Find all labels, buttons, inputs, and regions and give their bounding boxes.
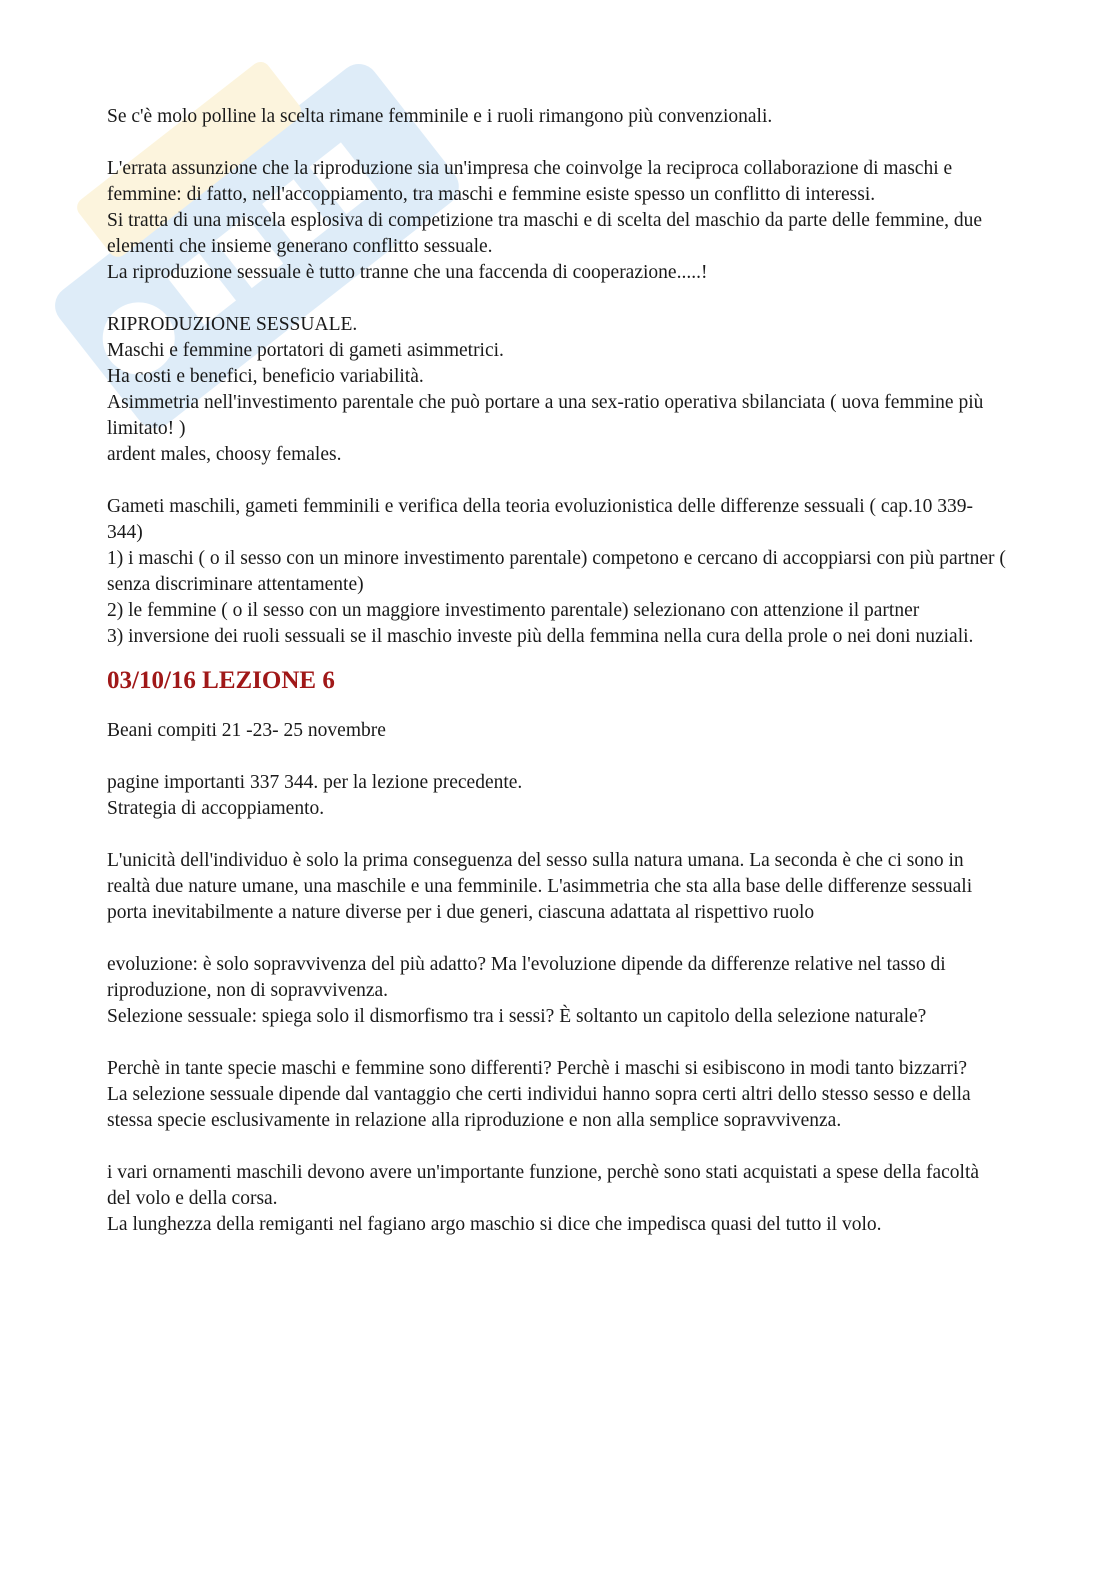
paragraph [107, 848, 1007, 926]
text-line: i vari ornamenti maschili devono avere un'importante funzione, perchè sono stati acquistati a spese della facoltà del volo e della corsa. [107, 1162, 980, 1209]
text-line: La riproduzione sessuale è tutto tranne che una faccenda di cooperazione.....! [107, 262, 708, 283]
text-line: L'unicità dell'individuo è solo la prima conseguenza del sesso sulla natura umana. La seconda è che ci sono in realtà due nature umane, una maschile e una femminile. L'asimmetria che sta alla base delle differenze sessuali porta inevitabilmente a nature diverse per i due generi, ciascuna adattata al rispettivo ruolo [107, 850, 973, 923]
paragraph [107, 718, 1007, 744]
text-line: Selezione sessuale: spiega solo il dismorfismo tra i sessi? È soltanto un capitolo della selezione naturale? [107, 1006, 927, 1027]
section-after-heading [107, 718, 1007, 1238]
text-line: Asimmetria nell'investimento parentale che può portare a una sex-ratio operativa sbilanciata ( uova femmine più limitato! ) [107, 392, 984, 439]
lesson-heading: 03/10/16 LEZIONE 6 [107, 667, 335, 694]
text-line: Gameti maschili, gameti femminili e verifica della teoria evoluzionistica delle differenze sessuali ( cap.10 339-344) [107, 496, 973, 543]
text-line: L'errata assunzione che la riproduzione sia un'impresa che coinvolge la reciproca collaborazione di maschi e femmine: di fatto, nell'accoppiamento, tra maschi e femmine esiste spesso un conflitto di interessi. [107, 158, 953, 205]
text-line: pagine importanti 337 344. per la lezione precedente. [107, 772, 523, 793]
paragraph [107, 494, 1007, 650]
text-line: 3) inversione dei ruoli sessuali se il maschio investe più della femmina nella cura della prole o nei doni nuziali. [107, 626, 974, 647]
text-line: Beani compiti 21 -23- 25 novembre [107, 720, 386, 741]
paragraph [107, 104, 1007, 130]
text-line: Si tratta di una miscela esplosiva di competizione tra maschi e di scelta del maschio da parte delle femmine, due elementi che insieme generano conflitto sessuale. [107, 210, 983, 257]
paragraph [107, 156, 1007, 286]
text-line: ardent males, choosy females. [107, 444, 342, 465]
paragraph [107, 312, 1007, 468]
text-line: Ha costi e benefici, beneficio variabilità. [107, 366, 424, 387]
text-line: La lunghezza della remiganti nel fagiano argo maschio si dice che impedisca quasi del tutto il volo. [107, 1214, 882, 1235]
text-line: 2) le femmine ( o il sesso con un maggiore investimento parentale) selezionano con attenzione il partner [107, 600, 920, 621]
text-line: RIPRODUZIONE SESSUALE. [107, 314, 358, 335]
document-page [107, 104, 1007, 1238]
text-line: Se c'è molo polline la scelta rimane femminile e i ruoli rimangono più convenzionali. [107, 106, 773, 127]
text-line: Maschi e femmine portatori di gameti asimmetrici. [107, 340, 504, 361]
text-line: evoluzione: è solo sopravvivenza del più adatto? Ma l'evoluzione dipende da differenze relative nel tasso di riproduzione, non di sopravvivenza. [107, 954, 946, 1001]
text-line: Strategia di accoppiamento. [107, 798, 325, 819]
paragraph [107, 1160, 1007, 1238]
text-line: La selezione sessuale dipende dal vantaggio che certi individui hanno sopra certi altri dello stesso sesso e della stessa specie esclusivamente in relazione alla riproduzione e non alla semplice sopravvivenza. [107, 1084, 971, 1131]
text-line: 1) i maschi ( o il sesso con un minore investimento parentale) competono e cercano di accoppiarsi con più partner ( senza discriminare attentamente) [107, 548, 1006, 595]
paragraph [107, 952, 1007, 1030]
paragraph [107, 770, 1007, 822]
text-line: Perchè in tante specie maschi e femmine sono differenti? Perchè i maschi si esibiscono in modi tanto bizzarri? [107, 1058, 968, 1079]
section-before-heading [107, 104, 1007, 650]
paragraph [107, 1056, 1007, 1134]
